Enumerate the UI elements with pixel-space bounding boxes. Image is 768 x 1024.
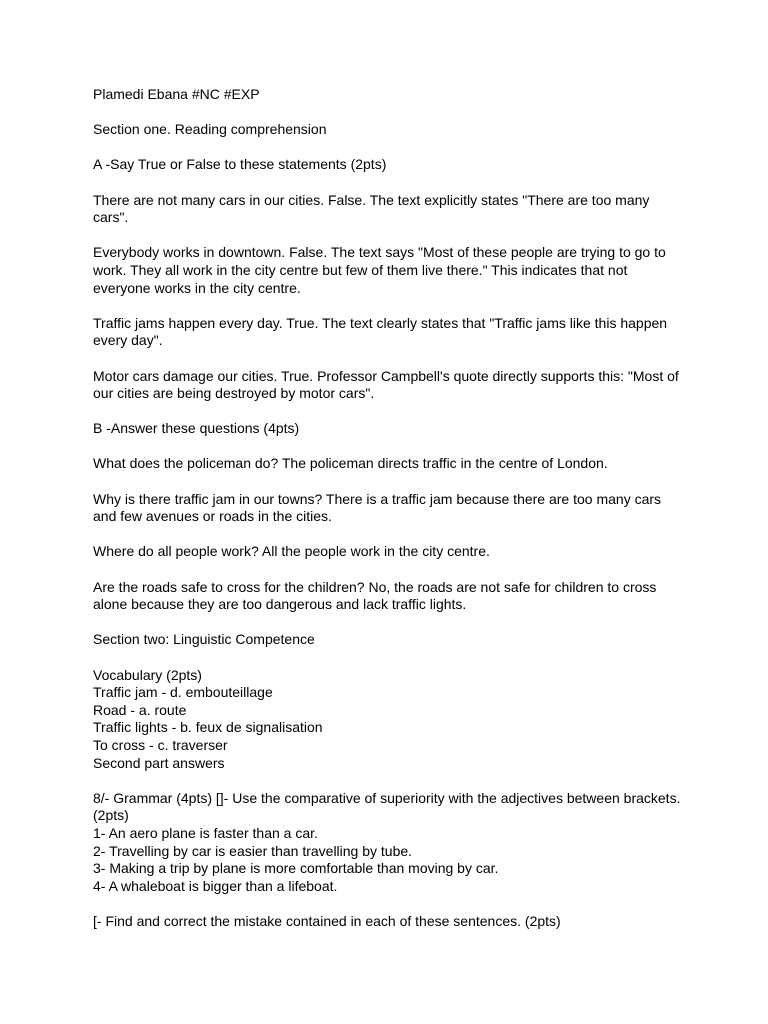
vocabulary-item: Traffic lights - b. feux de signalisation	[93, 719, 323, 736]
part-a-title: A -Say True or False to these statements (2pts)	[93, 156, 387, 173]
answer-paragraph: Are the roads safe to cross for the children? No, the roads are not safe for children to cross alone because they are too dangerous and lack traffic lights.	[93, 578, 657, 613]
answer-paragraph: Where do all people work? All the people work in the city centre.	[93, 543, 490, 560]
grammar-item: 2- Travelling by car is easier than travelling by tube.	[93, 842, 413, 859]
grammar-title: 8/- Grammar (4pts) []- Use the comparative of superiority with the adjectives between brackets. (2pts)	[93, 789, 681, 824]
section-two-title: Section two: Linguistic Competence	[93, 631, 315, 648]
vocabulary-title: Vocabulary (2pts)	[93, 666, 202, 683]
grammar-item: 1- An aero plane is faster than a car.	[93, 824, 318, 841]
vocabulary-item: Second part answers	[93, 754, 225, 771]
grammar-item: 3- Making a trip by plane is more comfortable than moving by car.	[93, 860, 499, 877]
part-b-title: B -Answer these questions (4pts)	[93, 420, 300, 437]
document-heading: Plamedi Ebana #NC #EXP	[93, 86, 260, 102]
mistakes-title: [- Find and correct the mistake contained in each of these sentences. (2pts)	[93, 912, 561, 929]
vocabulary-item: To cross - c. traverser	[93, 736, 228, 753]
vocabulary-item: Road - a. route	[93, 701, 187, 718]
vocabulary-block	[93, 667, 683, 773]
answer-paragraph: Why is there traffic jam in our towns? There is a traffic jam because there are too many cars and few avenues or roads in the cities.	[93, 490, 662, 525]
statement-paragraph: Everybody works in downtown. False. The text says "Most of these people are trying to go to work. They all work in the city centre but few of them live there." This indicates that not everyone works in the city centre.	[93, 244, 666, 296]
section-one-title: Section one. Reading comprehension	[93, 121, 327, 138]
answer-paragraph: What does the policeman do? The policeman directs traffic in the centre of London.	[93, 455, 608, 472]
vocabulary-item: Traffic jam - d. embouteillage	[93, 684, 273, 701]
grammar-block	[93, 790, 683, 896]
document-body	[93, 86, 683, 948]
grammar-item: 4- A whaleboat is bigger than a lifeboat.	[93, 877, 338, 894]
statement-paragraph: There are not many cars in our cities. False. The text explicitly states "There are too many cars".	[93, 191, 650, 226]
statement-paragraph: Traffic jams happen every day. True. The text clearly states that "Traffic jams like this happen every day".	[93, 314, 668, 349]
statement-paragraph: Motor cars damage our cities. True. Professor Campbell's quote directly supports this: "Most of our cities are being destroyed by motor cars".	[93, 367, 679, 402]
